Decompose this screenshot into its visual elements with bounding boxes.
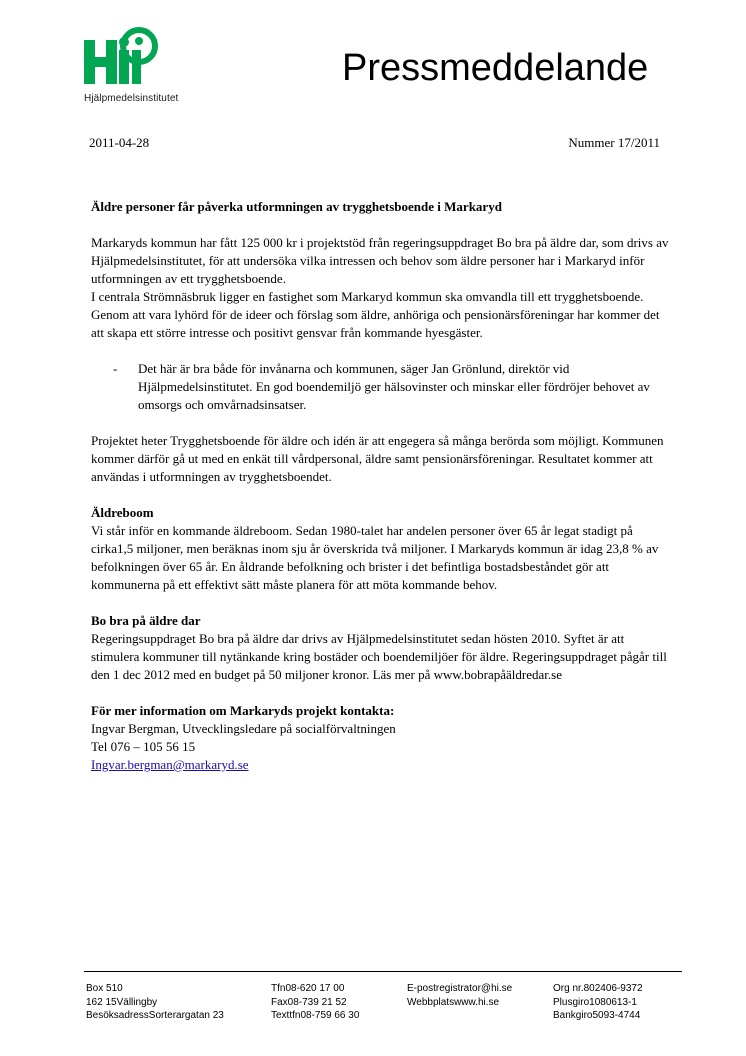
contact-title: För mer information om Markaryds projekt kontakta: <box>91 703 395 718</box>
section-title-aldreboom: Äldreboom <box>91 505 154 520</box>
paragraph-building: I centrala Strömnäsbruk ligger en fastighet som Markaryd kommun ska omvandla till ett trygghetsboende. Genom att vara lyhörd för de ideer och förslag som äldre, anhöriga och pensionärsföreningar har kommer det att skapa ett större intresse och positivt gensvar från kommande hyesgäster. <box>91 289 660 340</box>
logo-caption: Hjälpmedelsinstitutet <box>84 93 179 104</box>
footer-website: Webbplatswww.hi.se <box>407 996 500 1008</box>
article-headline: Äldre personer får påverka utformningen av trygghetsboende i Markaryd <box>91 199 502 214</box>
footer-textphone: Texttfn08-759 66 30 <box>271 1010 360 1021</box>
contact-phone: Tel 076 – 105 56 15 <box>91 739 196 754</box>
footer-postcode: 162 15Vällingby <box>86 996 158 1008</box>
document-title: Pressmeddelande <box>342 47 649 89</box>
bullet-dash: - <box>113 361 118 376</box>
footer-box: Box 510 <box>86 983 123 994</box>
release-number: Nummer 17/2011 <box>568 135 660 150</box>
footer-email: E-postregistrator@hi.se <box>407 983 513 994</box>
footer-bank <box>553 982 643 1023</box>
footer-address <box>86 982 224 1023</box>
footer-visit-address: BesöksadressSorterargatan 23 <box>86 1010 224 1021</box>
quote-text: Det här är bra både för invånarna och kommunen, säger Jan Grönlund, direktör vid Hjälpmedelsinstitutet. En god boendemiljö ger hälsovinster och minskar eller fördröjer behovet av omsorgs och omvårnadsinsatser. <box>138 361 650 412</box>
footer-fax: Fax08-739 21 52 <box>271 996 347 1008</box>
paragraph-project: Projektet heter Trygghetsboende för äldre och idén är att engegera så många berörda som möjligt. Kommunen kommer därför gå ut med en enkät till vårdpersonal, äldre samt pensionärsföreningar. Resultatet kommer att användas i utformningen av trygghetsboendet. <box>91 433 664 484</box>
contact-email-link[interactable]: Ingvar.bergman@markaryd.se <box>91 757 249 772</box>
footer-org-nr: Org nr.802406-9372 <box>553 983 643 994</box>
section-text-bobra: Regeringsuppdraget Bo bra på äldre dar drivs av Hjälpmedelsinstitutet sedan hösten 2010. Syftet är att stimulera kommuner till nytänkande kring bostäder och boendemiljöer för äldre. Regeringsuppdraget pågår till den 1 dec 2012 med en budget på 50 miljoner kronor. Läs mer på www.bobrapåäldredar.se <box>91 631 667 682</box>
section-text-aldreboom: Vi står inför en kommande äldreboom. Sedan 1980-talet har andelen personer över 65 år legat stadigt på cirka1,5 miljoner, men beräknas inom sju år överskrida två miljoner. I Markaryds kommun är idag 23,8 % av befolkningen över 65 år. En åldrande befolkning och brister i det befintliga bostadsbeståndet gör att kommunerna på ett effektivt sätt måste planera för att möta kommande behov. <box>91 523 659 592</box>
footer-phones <box>271 982 359 1023</box>
footer-plusgiro: Plusgiro1080613-1 <box>553 996 637 1008</box>
quote-bullet <box>91 360 671 414</box>
article-body <box>91 198 671 774</box>
footer-phone: Tfn08-620 17 00 <box>271 983 345 994</box>
release-date: 2011-04-28 <box>89 135 150 150</box>
footer-bankgiro: Bankgiro5093-4744 <box>553 1010 641 1021</box>
footer-web <box>407 982 512 1009</box>
section-title-bobra: Bo bra på äldre dar <box>91 613 201 628</box>
contact-name: Ingvar Bergman, Utvecklingsledare på socialförvaltningen <box>91 721 396 736</box>
footer-divider <box>84 971 682 972</box>
paragraph-intro: Markaryds kommun har fått 125 000 kr i projektstöd från regeringsuppdraget Bo bra på äldre dar, som drivs av Hjälpmedelsinstitutet, för att undersöka vilka intressen och behov som äldre personer har i Markaryd inför utformningen av ett trygghetsboende. <box>91 235 669 286</box>
